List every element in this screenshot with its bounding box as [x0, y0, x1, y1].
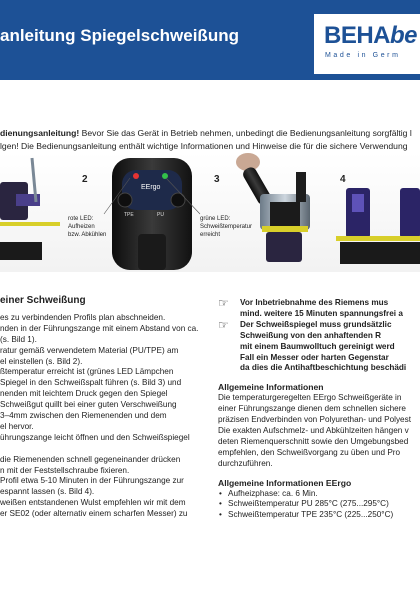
procedure-line: Profil etwa 5-10 Minuten in der Führungszange zur — [0, 476, 184, 486]
procedure-line: espannt lassen (s. Bild 4). — [0, 487, 95, 497]
procedure-line: el hervor. — [0, 421, 34, 431]
intro-line-1 — [0, 127, 420, 140]
procedure-line: es zu verbindenden Profils plan abschneiden. — [0, 312, 166, 322]
warning-2-text — [240, 320, 406, 375]
eergo-info-heading: Allgemeine Informationen EErgo — [218, 477, 352, 488]
logo-wordmark — [324, 22, 417, 50]
warning-1-text — [240, 298, 403, 320]
beha-logo — [314, 14, 420, 74]
info-line: Die temperaturgeregelten EErgo Schweißgeräte in — [218, 393, 402, 403]
step-4-label: 4 — [340, 174, 346, 185]
btn-tpe-label: TPE — [124, 212, 134, 218]
intro-line-2: lgen! Die Bedienungsanleitung enthält wichtige Informationen und Hinweise die für die sichere Verwendung — [0, 141, 408, 151]
logo-brand-italic: be — [390, 22, 418, 49]
info-column — [218, 298, 420, 521]
info-heading: Allgemeine Informationen — [218, 382, 324, 393]
procedure-line: ßtemperatur erreicht ist (grünes LED Lämpchen — [0, 367, 174, 377]
procedure-line: Schweißgut quillt bei einer guten Verschweißung — [0, 400, 177, 410]
pointing-hand-icon: ☞ — [218, 296, 229, 310]
procedure-line: el einstellen (s. Bild 2). — [0, 356, 83, 366]
caption-red-1: rote LED: — [68, 216, 94, 222]
procedure-line: ratur gemäß verwendetem Material (PU/TPE) am — [0, 345, 179, 355]
step-3-label: 3 — [214, 174, 220, 185]
warning-line: Vor Inbetriebnahme des Riemens mus — [240, 298, 389, 307]
caption-green-3: erreicht — [200, 232, 221, 238]
procedure-line: Spiegel in den Schweißspalt führen (s. Bild 3) und — [0, 378, 182, 388]
info-line: deten Riemenquerschnitt sowie den Umgebungsbed — [218, 436, 409, 446]
caption-green-1: grüne LED: — [200, 216, 231, 222]
procedure-line: er SE02 (oder alternativ einem scharfen Messer) zu — [0, 509, 188, 519]
display-text: EErgo — [141, 184, 161, 191]
eergo-spec-list — [218, 489, 420, 522]
header-bar — [0, 0, 420, 80]
pointing-hand-icon: ☞ — [218, 317, 229, 332]
warning-line: mind. weitere 15 Minuten spannungsfrei a — [240, 308, 403, 318]
list-item: • Aufheizphase: ca. 6 Min. — [218, 489, 420, 500]
caption-green-2: Schweißtemperatur — [200, 224, 253, 230]
warning-2 — [218, 317, 420, 375]
warning-line: Fall ein Messer oder harten Gegenstar — [240, 352, 389, 362]
intro-bold: dienungsanleitung! — [0, 128, 80, 138]
caption-red-2: Aufheizen — [68, 224, 95, 230]
procedure-line: ührungszange leicht öffnen und den Schweißspiegel — [0, 432, 190, 442]
procedure-line: nenden mit leichtem Druck gegen den Spiegel — [0, 389, 168, 399]
btn-pu-label: PU — [157, 212, 164, 218]
warning-line: da dies die Antihaftbeschichtung beschädi — [240, 363, 407, 373]
warning-1 — [218, 298, 420, 320]
step-2-label: 2 — [82, 174, 88, 185]
procedure-line: (s. Bild 1). — [0, 334, 37, 344]
instruction-figure — [0, 152, 420, 272]
procedure-line: nden in der Führungszange mit einem Abstand von ca. — [0, 323, 199, 333]
info-line: Die exakten Aufschmelz- und Abkühlzeiten hängen v — [218, 425, 409, 435]
warning-line: Schweißung von den anhaftenden R — [240, 330, 382, 340]
page-title: anleitung Spiegelschweißung — [0, 26, 239, 45]
caption-red-3: bzw. Abkühlen — [68, 232, 107, 238]
info-line: präzisen Endverbinden von Polyurethan- und Polyest — [218, 415, 411, 425]
logo-subtitle: Made in Germ — [325, 52, 401, 59]
procedure-line — [0, 444, 205, 455]
info-line: einer Führungszange dienen dem schnellen sichere — [218, 404, 406, 414]
procedure-line: weißen entstandenen Wulst empfehlen wir mit dem — [0, 498, 186, 508]
procedure-line: 3–4mm zwischen den Riemenenden und dem — [0, 411, 167, 421]
info-line: empfehlen, den Schweißvorgang zu üben und Pro — [218, 447, 401, 457]
procedure-line: n mit der Feststellschraube fixieren. — [0, 465, 130, 475]
procedure-column — [0, 296, 205, 520]
procedure-line: die Riemenenden schnell gegeneinander drücken — [0, 454, 181, 464]
intro-line-1-rest: Bevor Sie das Gerät in Betrieb nehmen, unbedingt die Bedienungsanleitung sorgfältig l — [79, 128, 412, 138]
warning-line: Der Schweißspiegel muss grundsätzlic — [240, 319, 392, 329]
list-item: • Schweißtemperatur TPE 235°C (225...250°C) — [218, 510, 420, 521]
info-line: durchzuführen. — [218, 458, 273, 468]
warning-line: mit einem Baumwolltuch gereinigt werd — [240, 341, 395, 351]
logo-brand: BEHA — [324, 22, 391, 49]
list-item: • Schweißtemperatur PU 285°C (275...295°C) — [218, 499, 420, 510]
procedure-heading: einer Schweißung — [0, 295, 86, 306]
